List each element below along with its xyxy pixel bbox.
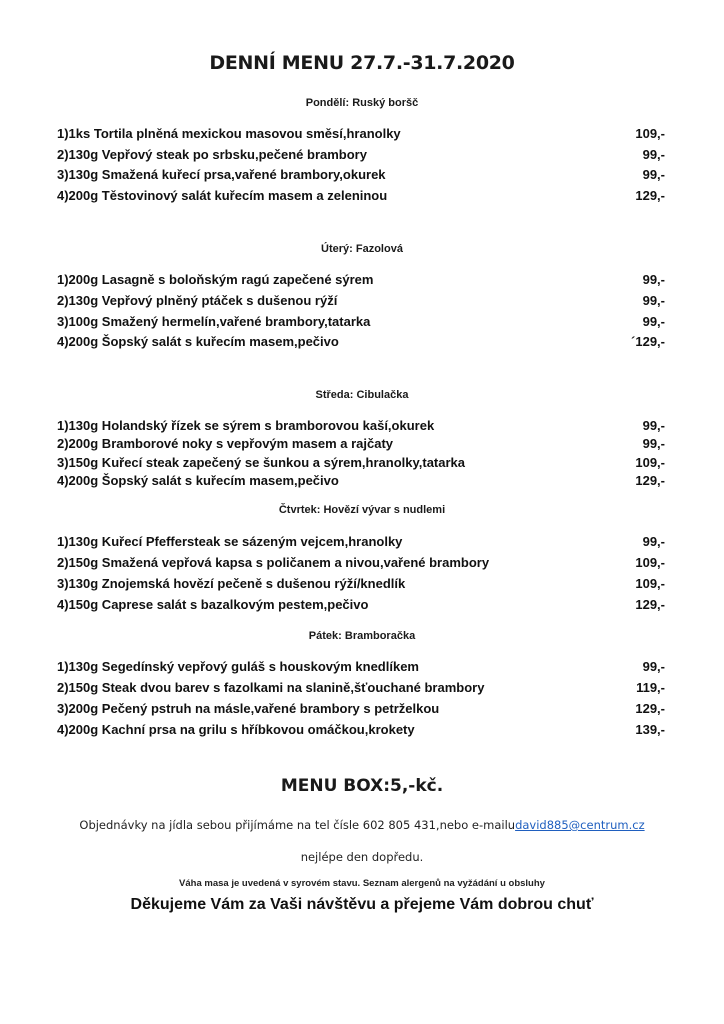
menu-item xyxy=(57,659,665,677)
menu-item-name: 4)200g Šopský salát s kuřecím masem,pečivo xyxy=(57,473,339,488)
menu-item-name: 3)200g Pečený pstruh na másle,vařené brambory s petrželkou xyxy=(57,701,440,716)
menu-item-name: 3)130g Znojemská hovězí pečeně s dušenou rýží/knedlík xyxy=(57,576,406,591)
menu-item-name: 2)150g Smažená vepřová kapsa s poličanem a nivou,vařené brambory xyxy=(57,555,490,570)
menu-item xyxy=(57,126,665,144)
menu-item xyxy=(57,293,665,311)
day-heading-thursday: Čtvrtek: Hovězí vývar s nudlemi xyxy=(278,504,446,516)
menu-item xyxy=(57,576,665,594)
menu-item-price: 129,- xyxy=(635,473,665,488)
thank-you-message: Děkujeme Vám za Vaši návštěvu a přejeme Vám dobrou chuť xyxy=(130,896,594,913)
menu-item-price: 109,- xyxy=(635,455,665,470)
menu-item-name: 1)130g Segedínský vepřový guláš s houskovým knedlíkem xyxy=(57,659,419,674)
menu-item xyxy=(57,334,665,352)
menu-item xyxy=(57,680,665,698)
menu-item-price: 129,- xyxy=(635,597,665,612)
menu-item-name: 2)150g Steak dvou barev s fazolkami na slanině,šťouchané brambory xyxy=(57,680,485,695)
menu-item-name: 1)130g Kuřecí Pfeffersteak se sázeným vejcem,hranolky xyxy=(57,534,403,549)
menu-item xyxy=(57,555,665,573)
menu-item-price: 119,- xyxy=(636,680,665,695)
menu-item-price: 99,- xyxy=(642,147,665,162)
menu-item xyxy=(57,701,665,719)
menu-item-name: 4)200g Šopský salát s kuřecím masem,pečivo xyxy=(57,334,339,349)
menu-item xyxy=(57,418,665,436)
menu-item-name: 2)130g Vepřový steak po srbsku,pečené brambory xyxy=(57,147,367,162)
menu-item-price: 129,- xyxy=(635,188,665,203)
menu-title: DENNÍ MENU 27.7.-31.7.2020 xyxy=(209,52,515,74)
menu-item-name: 4)200g Kachní prsa na grilu s hříbkovou omáčkou,krokety xyxy=(57,722,415,737)
menu-item-name: 4)200g Těstovinový salát kuřecím masem a zeleninou xyxy=(57,188,388,203)
menu-item-name: 2)130g Vepřový plněný ptáček s dušenou rýží xyxy=(57,293,338,308)
menu-item-name: 1)130g Holandský řízek se sýrem s bramborovou kaší,okurek xyxy=(57,418,435,433)
menu-item-name: 4)150g Caprese salát s bazalkovým pestem,pečivo xyxy=(57,597,369,612)
menu-item-price: 99,- xyxy=(642,167,665,182)
menu-item-price: 99,- xyxy=(642,659,665,674)
day-heading-monday: Pondělí: Ruský boršč xyxy=(305,97,419,109)
menu-item xyxy=(57,722,665,740)
menu-item-name: 3)130g Smažená kuřecí prsa,vařené brambory,okurek xyxy=(57,167,386,182)
menu-item-name: 2)200g Bramborové noky s vepřovým masem a rajčaty xyxy=(57,436,394,451)
day-heading-friday: Pátek: Bramboračka xyxy=(308,630,416,642)
menu-item xyxy=(57,534,665,552)
menu-item xyxy=(57,272,665,290)
menu-item-price: 99,- xyxy=(642,314,665,329)
menu-item-name: 3)150g Kuřecí steak zapečený se šunkou a sýrem,hranolky,tatarka xyxy=(57,455,466,470)
menu-item-price: 129,- xyxy=(635,701,665,716)
menu-item-price: 99,- xyxy=(642,418,665,433)
menu-item xyxy=(57,314,665,332)
menu-item xyxy=(57,147,665,165)
menu-item-price: 99,- xyxy=(642,534,665,549)
day-heading-wednesday: Středa: Cibulačka xyxy=(315,389,409,401)
menu-item-name: 1)200g Lasagně s boloňským ragú zapečené sýrem xyxy=(57,272,374,287)
menu-item-price: 109,- xyxy=(635,126,665,141)
menu-item-price: 109,- xyxy=(635,555,665,570)
menu-item-price: 99,- xyxy=(642,293,665,308)
menu-item-name: 1)1ks Tortila plněná mexickou masovou směsí,hranolky xyxy=(57,126,401,141)
menu-item-price: 99,- xyxy=(642,272,665,287)
weight-allergen-note: Váha masa je uvedená v syrovém stavu. Seznam alergenů na vyžádání u obsluhy xyxy=(179,878,545,889)
menu-item xyxy=(57,167,665,185)
email-link[interactable]: david885@centrum.cz xyxy=(515,818,645,832)
menu-item-price: 99,- xyxy=(642,436,665,451)
menu-item xyxy=(57,473,665,491)
menu-item xyxy=(57,436,665,454)
menu-item-name: 3)100g Smažený hermelín,vařené brambory,tatarka xyxy=(57,314,371,329)
advance-note: nejlépe den dopředu. xyxy=(300,850,424,864)
menu-item-price: ´129,- xyxy=(631,334,665,349)
orders-line xyxy=(0,818,724,832)
menu-item xyxy=(57,455,665,473)
menu-item xyxy=(57,597,665,615)
orders-text: Objednávky na jídla sebou přijímáme na tel čísle 602 805 431,nebo e-mailu xyxy=(79,818,516,832)
menu-item-price: 139,- xyxy=(635,722,665,737)
menu-item-price: 109,- xyxy=(635,576,665,591)
menu-item xyxy=(57,188,665,206)
menu-box-price: MENU BOX:5,-kč. xyxy=(280,776,444,796)
day-heading-tuesday: Úterý: Fazolová xyxy=(321,243,403,255)
